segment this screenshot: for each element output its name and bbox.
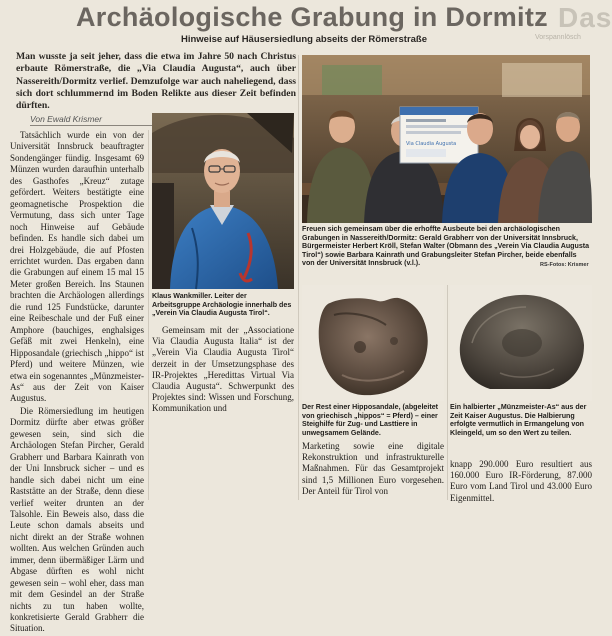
sandal-photo-caption: Der Rest einer Hipposandale, (abgeleitet von griechisch „hippos“ = Pferd) – einer Steighilfe für Zug- und Lasttiere in unwegsamem Gelände. bbox=[302, 403, 439, 437]
article-lead: Man wusste ja seit jeher, dass die etwa im Jahre 50 nach Christus erbaute Römerstraße, die „Via Claudia Augusta“, auch über Nassereith/Dormitz verlief. Demzufolge war auch naheliegend, dass sich dort schlummernd im Boden Relikte aus dieser Zeit befinden dürften. bbox=[16, 51, 296, 112]
column-divider bbox=[298, 55, 299, 500]
portrait-photo-icon bbox=[152, 113, 294, 289]
article-column-4: knapp 290.000 Euro resultiert aus 160.000 Euro IR-Förderung, 87.000 Euro vom Land Tirol und 43.000 Euro Eigenmittel. bbox=[450, 459, 592, 503]
neighbor-headline-fragment: Das bbox=[558, 2, 612, 33]
author-byline: Von Ewald Krismer bbox=[30, 114, 290, 126]
column-divider bbox=[148, 130, 149, 500]
article-column-1 bbox=[10, 130, 144, 636]
article-subheadline: Hinweise auf Häusersiedlung abseits der Römerstraße bbox=[180, 34, 428, 45]
paragraph-project: Gemeinsam mit der „Associatione Via Claudia Augusta Italia“ ist der „Verein Via Claudia Augusta Tirol“ derzeit in der Umsetzungsphase des IR-Projektes „Heredittas Virtual Via Claudia Augusta“. Schwerpunkt des Projektes sind: Wissen und Forschung, Kommunikation und bbox=[152, 325, 294, 414]
coin-photo-caption: Ein halbierter „Münzmeister-As“ aus der Zeit Kaiser Augustus. Die Halbierung erfolgte vermutlich in Ermangelung von Kleingeld, um so den Wert zu teilen. bbox=[450, 403, 587, 437]
paragraph-settlement: Die Römersiedlung im heutigen Dormitz dürfte aber etwas größer gewesen sein, sind sich die Archäologen Stefan Pircher, Gerald Grabherr und Barbara Kainrath von der Uni Innsbruck sicher – und es handle sich dabei nicht um eine Raststätte an der Straße, denn diese verlief weiter drunten an der Talsohle. Ein Beweis also, dass die Leute schon damals abseits und nicht direkt an der Straße wohnen wollten. Aus welchen Gründen auch immer, denn übermäßiger Lärm und Abgase dürften es wohl nicht gewesen sein – wohl eher, dass man mit dem Gesindel an der Straße nichts zu tun haben wollte, konkretisierte Gerald Grabherr die Situation. bbox=[10, 405, 144, 634]
group-photo-icon bbox=[302, 55, 590, 223]
hipposandal-artifact-icon bbox=[302, 285, 444, 401]
article-headline: Archäologische Grabung in Dormitz bbox=[76, 2, 548, 32]
cheque-text: Via Claudia Augusta bbox=[406, 141, 457, 147]
group-photo-caption: Freuen sich gemeinsam über die erhoffte Ausbeute bei den archäologischen Grabungen in Nassereith/Dormitz: Gerald Grabherr von der Universität Innsbruck, Bürgermeister Herbert Kröll, Stefan Walter (Obmann des „Verein Via Claudia Augusta Tirol“) sowie Barbara Kainrath und Grabungsleiter Stefan Pircher, beide ebenfalls von der Universität Innsbruck (v.l.). bbox=[302, 225, 590, 268]
paragraph-findings: Tatsächlich wurde ein von der Universität Innsbruck beauftragter Sondengänger fündig. Insgesamt 69 Münzen wurden daraufhin unterhalb des Gasthofes „Kreuz“ zutage gefördert. Weiters bestätigte eine geomagnetische Prospektion die Vermutung, dass sich unter Tage noch Hinweise auf Gebäude befinden. Es handle sich dabei um drei Holzgebäude, die auf Pfosten errichtet wurden. Das ergaben dann die Grabungen auf einem 15 mal 15 Meter großen Bereich. Ins Staunen brachten die Archäologen allerdings die rund 125 Fundstücke, darunter eine Reibeschale und der Fuß einer Amphore (bauchiges, enghalsiges Gefäß mit zwei Henkeln), eine Hipposandale (griechisch „hippo“ ist Pferd) und weitere Münzen, wie etwa ein sogenanntes „Münzmeister-As“ aus der Zeit von Kaiser Augustus. bbox=[10, 130, 144, 404]
article-column-3: Marketing sowie eine digitale Rekonstruktion und infrastrukturelle Maßnahmen. Für das Gesamtprojekt sind 1,5 Millionen Euro vorgesehen. Der Anteil für Tirol von bbox=[302, 441, 444, 496]
column-divider bbox=[447, 285, 448, 500]
photo-credit: RS-Fotos: Krismer bbox=[540, 262, 589, 268]
article-column-2 bbox=[152, 325, 294, 416]
klaus-photo-caption: Klaus Wankmiller. Leiter der Arbeitsgruppe Archäologie innerhalb des „Verein Via Claudia Augusta Tirol“. bbox=[152, 292, 292, 318]
half-coin-artifact-icon bbox=[450, 285, 592, 401]
neighbor-subline-fragment: Vorspannlösch bbox=[535, 34, 581, 41]
